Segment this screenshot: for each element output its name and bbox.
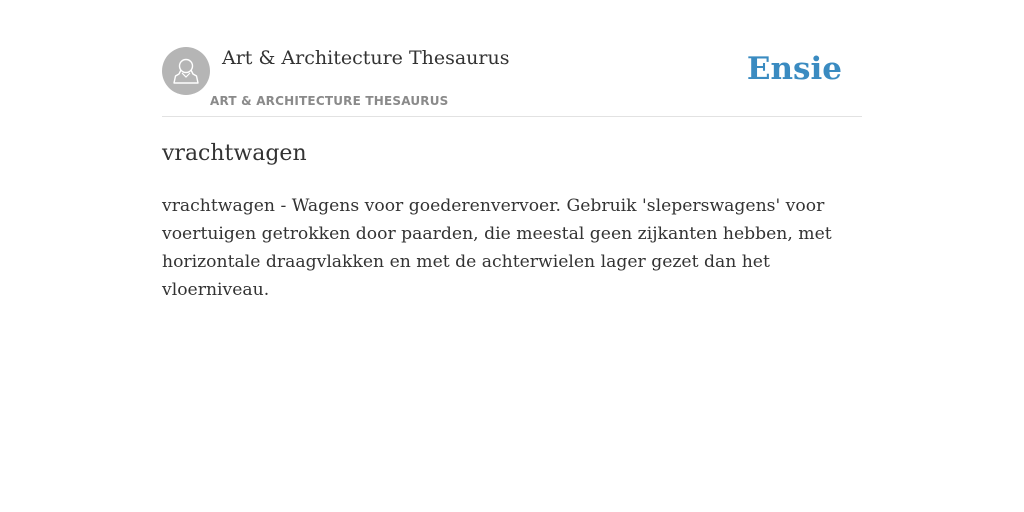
- brand-logo[interactable]: Ensie: [746, 51, 842, 87]
- user-icon: [162, 47, 210, 95]
- author-name[interactable]: Art & Architecture Thesaurus: [222, 47, 510, 69]
- header: [162, 0, 862, 117]
- term-title: vrachtwagen: [162, 141, 307, 166]
- source-label[interactable]: ART & ARCHITECTURE THESAURUS: [210, 94, 449, 108]
- avatar[interactable]: [162, 47, 210, 95]
- term-definition: vrachtwagen - Wagens voor goederenvervoer. Gebruik 'sleperswagens' voor voertuigen getrokken door paarden, die meestal geen zijkanten hebben, met horizontale draagvlakken en met de achterwielen lager gezet dan het vloerniveau.: [162, 196, 832, 300]
